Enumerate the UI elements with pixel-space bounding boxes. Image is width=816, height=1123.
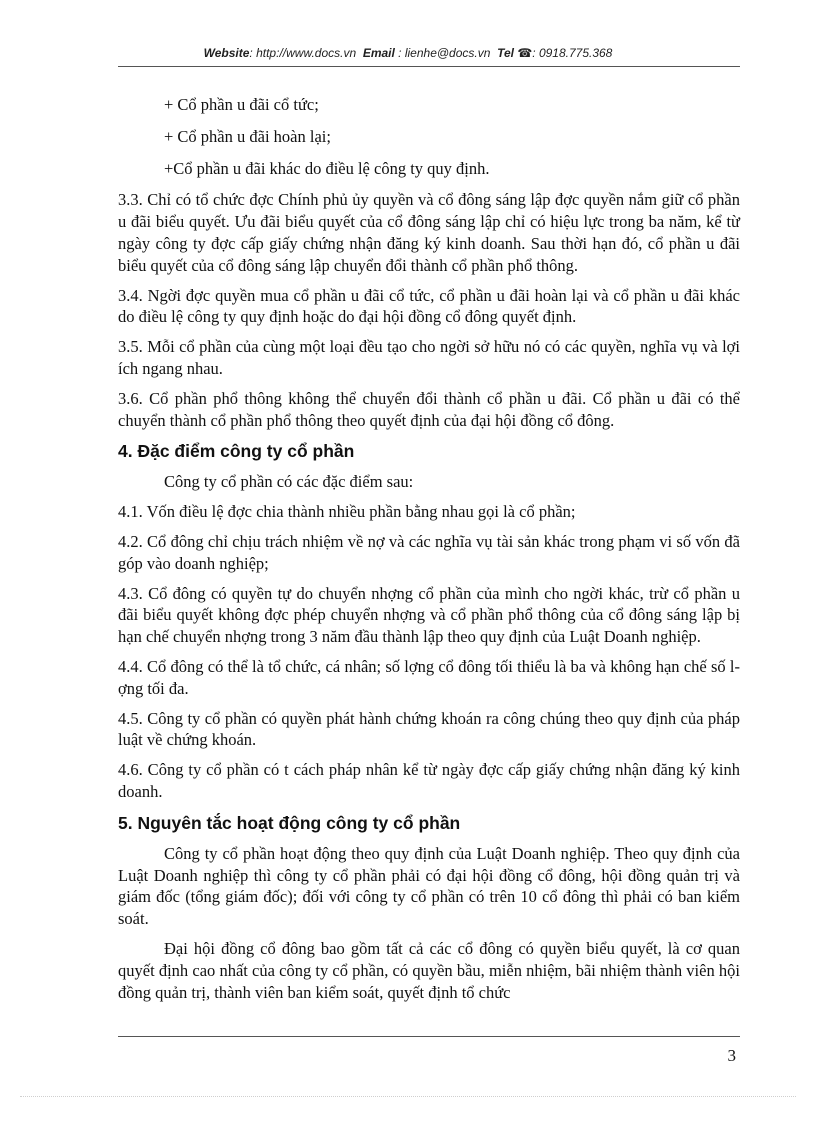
section-heading-4: 4. Đặc điểm công ty cổ phần — [118, 441, 355, 462]
paragraph-4-5: 4.5. Công ty cổ phần có quyền phát hành chứng khoán ra công chúng theo quy định của pháp luật về chứng khoán. — [118, 708, 740, 750]
tel-label: Tel — [497, 46, 514, 60]
paragraph-4-6: 4.6. Công ty cổ phần có t cách pháp nhân kể từ ngày đợc cấp giấy chứng nhận đăng ký kinh doanh. — [118, 760, 740, 801]
section-heading-5: 5. Nguyên tắc hoạt động công ty cổ phần — [118, 812, 461, 833]
paragraph-3-5: 3.5. Mỗi cổ phần của cùng một loại đều tạo cho ngời sở hữu nó có các quyền, nghĩa vụ và lợi ích ngang nhau. — [118, 337, 740, 378]
bullet-item: +Cổ phần u đãi khác do điều lệ công ty quy định. — [164, 158, 490, 178]
paragraph-3-4: 3.4. Ngời đợc quyền mua cổ phần u đãi cổ tức, cổ phần u đãi hoàn lại và cổ phần u đãi khác do điều lệ công ty quy định hoặc do đại hội đồng cổ đông quyết định. — [118, 285, 740, 327]
footer-rule — [118, 1036, 740, 1037]
email-label: Email — [362, 46, 395, 60]
page-number: 3 — [727, 1046, 736, 1065]
tel-value: : 0918.775.368 — [532, 46, 613, 60]
paragraph-3-6: 3.6. Cổ phần phổ thông không thể chuyển đổi thành cổ phần u đãi. Cổ phần u đãi có thể chuyển thành cổ phần phổ thông theo quyết định của đại hội đồng cổ đông. — [118, 388, 740, 430]
paragraph-4-4: 4.4. Cổ đông có thể là tổ chức, cá nhân; số lợng cổ đông tối thiểu là ba và không hạn chế số lợng tối đa. — [118, 656, 740, 698]
bullet-item: + Cổ phần u đãi hoàn lại; — [164, 126, 331, 146]
paragraph-4-intro: Công ty cổ phần có các đặc điểm sau: — [164, 472, 414, 492]
website-label: Website — [203, 46, 250, 60]
paragraph-4-3: 4.3. Cổ đông có quyền tự do chuyển nhợng cổ phần của mình cho ngời khác, trừ cổ phần u đãi biểu quyết không đợc phép chuyển nhợng và cổ phần phổ thông của cổ đông sáng lập bị hạn chế chuyển nhợng trong 3 năm đầu thành lập theo quy định của Luật Doanh nghiệp. — [118, 583, 740, 647]
page-header — [0, 46, 816, 60]
telephone-icon: ☎ — [517, 46, 533, 60]
page-bottom-dotted-line — [20, 1096, 796, 1097]
paragraph-4-2: 4.2. Cổ đông chỉ chịu trách nhiệm về nợ và các nghĩa vụ tài sản khác trong phạm vi số vốn đã góp vào doanh nghiệp; — [118, 531, 740, 573]
document-body — [118, 94, 740, 1011]
header-rule — [118, 66, 740, 67]
bullet-item: + Cổ phần u đãi cổ tức; — [164, 95, 319, 114]
paragraph-5-2: Đại hội đồng cổ đông bao gồm tất cả các cổ đông có quyền biểu quyết, là cơ quan quyết định cao nhất của công ty cổ phần, có quyền bầu, miễn nhiệm, bãi nhiệm thành viên hội đồng quản trị, thành viên ban kiểm soát, quyết định tổ chức — [118, 938, 740, 1002]
paragraph-4-1: 4.1. Vốn điều lệ đợc chia thành nhiều phần bằng nhau gọi là cổ phần; — [118, 502, 576, 522]
email-value: : lienhe@docs.vn — [398, 46, 491, 60]
paragraph-3-3: 3.3. Chỉ có tổ chức đợc Chính phủ ủy quyền và cổ đông sáng lập đợc quyền nắm giữ cổ phần u đãi biểu quyết. Ưu đãi biểu quyết của cổ đông sáng lập chỉ có hiệu lực trong ba năm, kể từ ngày công ty đợc cấp giấy chứng nhận đăng ký kinh doanh. Sau thời hạn đó, cổ phần u đãi biểu quyết của cổ đông sáng lập chuyển đổi thành cổ phần phổ thông. — [118, 190, 740, 275]
paragraph-5-1: Công ty cổ phần hoạt động theo quy định của Luật Doanh nghiệp. Theo quy định của Luật Doanh nghiệp thì công ty cổ phần phải có đại hội đồng cổ đông, hội đồng quản trị và giám đốc (tổng giám đốc); đối với công ty cổ phần có trên 10 cổ đông thì phải có ban kiểm soát. — [118, 843, 740, 929]
website-value: : http://www.docs.vn — [249, 46, 357, 60]
